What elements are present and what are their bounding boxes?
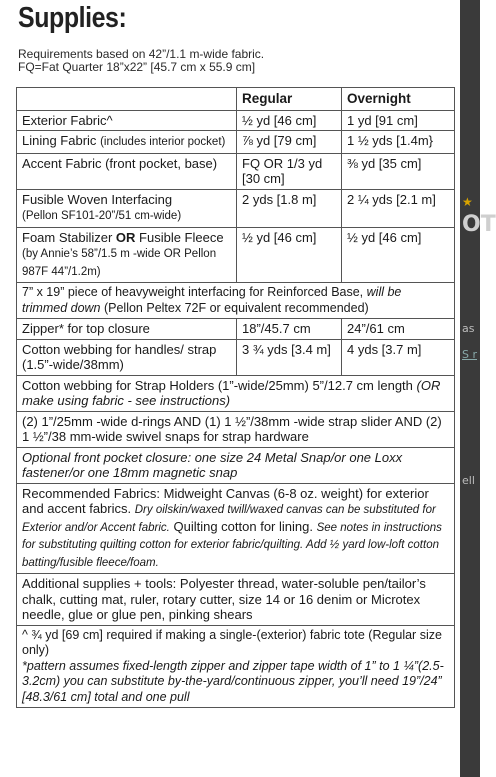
requirements-line-1: Requirements based on 42”/1.1 m-wide fabric. bbox=[18, 47, 265, 61]
lining-fabric-note: (includes interior pocket) bbox=[100, 136, 226, 148]
hardware-cell: (2) 1”/25mm -wide d-rings AND (1) 1 ½”/38mm -wide strap slider AND (2) 1 ½”/38 mm-wide swivel snaps for strap hardware bbox=[17, 411, 455, 447]
regular-value: 3 ¾ yds [3.4 m] bbox=[237, 339, 342, 375]
base-interfacing-cell bbox=[17, 283, 455, 319]
overnight-value: 1 yd [91 cm] bbox=[342, 110, 455, 131]
additional-supplies-cell: Additional supplies + tools: Polyester thread, water-soluble pen/tailor’s chalk, cutting mat, ruler, rotary cutter, size 14 or 16 denim or Microtex needle, glue or glue pen, pinking shears bbox=[17, 574, 455, 626]
interfacing-note: (Pellon SF101-20”/51 cm-wide) bbox=[22, 210, 182, 222]
edge-text-a: OT bbox=[462, 212, 496, 237]
row-label bbox=[17, 153, 237, 189]
foam-label-b: Fusible Fleece bbox=[135, 229, 224, 245]
table-row bbox=[17, 375, 455, 411]
base-text-italic: will be trimmed down bbox=[22, 285, 402, 315]
overnight-value: 4 yds [3.7 m] bbox=[342, 339, 455, 375]
strap-holders-text: Cotton webbing for Strap Holders (1”-wide/25mm) 5”/12.7 cm length bbox=[22, 377, 417, 393]
row-label bbox=[17, 227, 237, 283]
table-row bbox=[17, 447, 455, 483]
table-row bbox=[17, 574, 455, 626]
overnight-value: ½ yd [46 cm] bbox=[342, 227, 455, 283]
page-title: Supplies: bbox=[18, 2, 127, 34]
supplies-table bbox=[16, 87, 455, 708]
header-regular: Regular bbox=[237, 88, 342, 111]
overnight-value: 1 ½ yds [1.4m} bbox=[342, 131, 455, 154]
interfacing-label: Fusible Woven Interfacing bbox=[22, 191, 173, 207]
background-page-edge bbox=[460, 0, 496, 777]
base-text-b: (Pellon Peltex 72F or equivalent recommended) bbox=[100, 300, 369, 315]
strap-holders-cell bbox=[17, 375, 455, 411]
header-blank bbox=[17, 88, 237, 111]
overnight-value: ⅜ yd [35 cm] bbox=[342, 153, 455, 189]
footnote-exterior: ^ ¾ yd [69 cm] required if making a single-(exterior) fabric tote (Regular size only) bbox=[22, 627, 442, 657]
fabrics-italic-1: Dry oilskin/waxed twill/waxed canvas can be substituted for Exterior and/or Accent fabric. bbox=[22, 504, 436, 534]
star-icon: ★ bbox=[462, 195, 473, 209]
strap-holders-italic: (OR make using fabric - see instructions) bbox=[22, 377, 441, 408]
footnotes-cell bbox=[17, 625, 455, 708]
foam-note: (by Annie’s 58”/1.5 m -wide OR Pellon 987F 44”/1.2m) bbox=[22, 248, 217, 278]
table-row bbox=[17, 339, 455, 375]
fabrics-text-a: Recommended Fabrics: Midweight Canvas (6-8 oz. weight) for exterior and accent fabrics. bbox=[22, 485, 429, 516]
table-row bbox=[17, 227, 455, 283]
row-label bbox=[17, 131, 237, 154]
header-overnight: Overnight bbox=[342, 88, 455, 111]
accent-fabric-label: Accent Fabric (front pocket, base) bbox=[22, 155, 218, 171]
table-row bbox=[17, 153, 455, 189]
fabrics-text-b: Quilting cotton for lining. bbox=[169, 518, 317, 534]
regular-value: 18”/45.7 cm bbox=[237, 319, 342, 340]
regular-value: ⅞ yd [79 cm] bbox=[237, 131, 342, 154]
lining-fabric-label: Lining Fabric bbox=[22, 133, 97, 148]
overnight-value: 24”/61 cm bbox=[342, 319, 455, 340]
regular-value: ½ yd [46 cm] bbox=[237, 227, 342, 283]
recommended-fabrics-cell bbox=[17, 483, 455, 574]
row-label bbox=[17, 110, 237, 131]
table-header-row bbox=[17, 88, 455, 111]
edge-text-c: S r bbox=[462, 348, 478, 361]
table-row bbox=[17, 110, 455, 131]
foam-label-or: OR bbox=[115, 229, 136, 245]
requirements-line-2: FQ=Fat Quarter 18”x22” [45.7 cm x 55.9 cm] bbox=[18, 60, 256, 74]
footnote-zipper: *pattern assumes fixed-length zipper and zipper tape width of 1” to 1 ¼”(2.5-3.2cm) you can substitute by-the-yard/continuous zipper, you’ll need 19”/24” [48.3/61 cm] total and one pull bbox=[22, 658, 444, 704]
overnight-value: 2 ¼ yds [2.1 m] bbox=[342, 189, 455, 227]
regular-value: ½ yd [46 cm] bbox=[237, 110, 342, 131]
requirements-note bbox=[18, 48, 264, 74]
row-label: Cotton webbing for handles/ strap (1.5”-wide/38mm) bbox=[17, 339, 237, 375]
regular-value: FQ OR 1/3 yd [30 cm] bbox=[237, 153, 342, 189]
regular-value: 2 yds [1.8 m] bbox=[237, 189, 342, 227]
table-row bbox=[17, 483, 455, 574]
table-row bbox=[17, 411, 455, 447]
row-label bbox=[17, 189, 237, 227]
exterior-fabric-label: Exterior Fabric^ bbox=[22, 112, 113, 128]
row-label: Zipper* for top closure bbox=[17, 319, 237, 340]
table-row bbox=[17, 131, 455, 154]
fabrics-italic-2: See notes in instructions for substituting quilting cotton for exterior fabric/quilting. Add ½ yard low-loft cotton batting/fusible fleece/foam. bbox=[22, 521, 442, 569]
table-row bbox=[17, 319, 455, 340]
table-row bbox=[17, 283, 455, 319]
closure-cell: Optional front pocket closure: one size 24 Metal Snap/or one Loxx fastener/or one 18mm magnetic snap bbox=[17, 447, 455, 483]
edge-text-b: as bbox=[462, 322, 475, 335]
edge-text-d: ell bbox=[462, 474, 475, 487]
foam-label-a: Foam Stabilizer bbox=[22, 229, 116, 245]
table-row bbox=[17, 625, 455, 708]
table-row bbox=[17, 189, 455, 227]
base-text-a: 7” x 19” piece of heavyweight interfacing for Reinforced Base, bbox=[22, 285, 367, 299]
